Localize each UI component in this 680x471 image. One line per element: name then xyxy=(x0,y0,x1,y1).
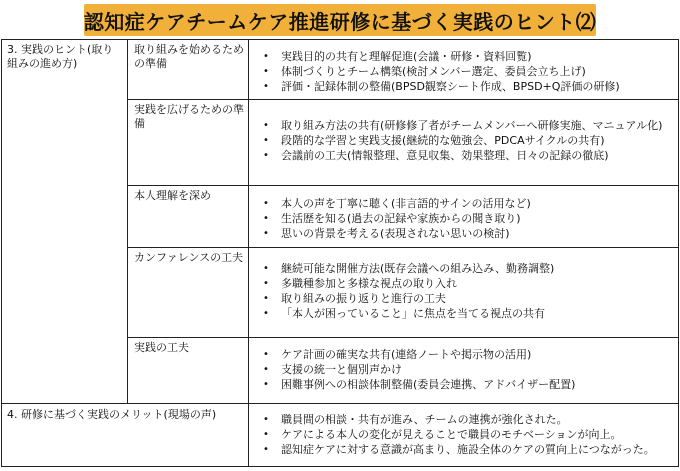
row-label: 本人理解を深め xyxy=(128,186,249,248)
row-label: 取り組みを始めるための準備 xyxy=(128,40,249,100)
row-content xyxy=(249,186,679,248)
page-title: 認知症ケアチームケア推進研修に基づく実践のヒント⑵ xyxy=(83,9,597,34)
row-content xyxy=(249,100,679,186)
list-item: • 思いの背景を考える(表現されない思いの検討) xyxy=(263,226,674,241)
table-row xyxy=(2,404,679,467)
list-item: • 「本人が困っていること」に焦点を当てる視点の共有 xyxy=(263,306,674,321)
row-content xyxy=(249,404,679,467)
list-item: • 継続可能な開催方法(既存会議への組み込み、勤務調整) xyxy=(263,261,674,276)
bullet-list xyxy=(263,404,674,457)
list-item: • 職員間の相談・共有が進み、チームの連携が強化された。 xyxy=(263,412,674,427)
table-row xyxy=(2,40,679,100)
list-item: • 生活歴を知る(過去の記録や家族からの聞き取り) xyxy=(263,211,674,226)
section4-heading: 4. 研修に基づく実践のメリット(現場の声) xyxy=(2,404,249,467)
section3-heading: 3. 実践のヒント(取り組みの進め方) xyxy=(2,40,128,404)
list-item: • ケアによる本人の変化が見えることで職員のモチベーションが向上。 xyxy=(263,427,674,442)
title-banner xyxy=(0,0,680,40)
row-label: 実践の工夫 xyxy=(128,338,249,404)
list-item: • 支援の統一と個別声かけ xyxy=(263,362,674,377)
bullet-list xyxy=(263,186,674,241)
row-content xyxy=(249,248,679,338)
row-content xyxy=(249,338,679,404)
bullet-list xyxy=(263,100,674,163)
list-item: • 段階的な学習と実践支援(継続的な勉強会、PDCAサイクルの共有) xyxy=(263,133,674,148)
list-item: • 認知症ケアに対する意識が高まり、施設全体のケアの質向上につながった。 xyxy=(263,442,674,457)
row-label: カンファレンスの工夫 xyxy=(128,248,249,338)
bullet-list xyxy=(263,248,674,321)
row-label: 実践を広げるための準備 xyxy=(128,100,249,186)
title-box xyxy=(84,4,596,36)
list-item: • 実践目的の共有と理解促進(会議・研修・資料回覧) xyxy=(263,49,674,64)
row-content xyxy=(249,40,679,100)
bullet-list xyxy=(263,40,674,94)
list-item: • 取り組みの振り返りと進行の工夫 xyxy=(263,291,674,306)
list-item: • 本人の声を丁寧に聴く(非言語的サインの活用など) xyxy=(263,196,674,211)
bullet-list xyxy=(263,338,674,392)
list-item: • 取り組み方法の共有(研修修了者がチームメンバーへ研修実施、マニュアル化) xyxy=(263,118,674,133)
hints-table xyxy=(1,39,679,467)
list-item: • 困難事例への相談体制整備(委員会連携、アドバイザー配置) xyxy=(263,377,674,392)
list-item: • 多職種参加と多様な視点の取り入れ xyxy=(263,276,674,291)
list-item: • 会議前の工夫(情報整理、意見収集、効果整理、日々の記録の徹底) xyxy=(263,148,674,163)
list-item: • ケア計画の確実な共有(連絡ノートや掲示物の活用) xyxy=(263,347,674,362)
list-item: • 評価・記録体制の整備(BPSD観察シート作成、BPSD+Q評価の研修) xyxy=(263,79,674,94)
list-item: • 体制づくりとチーム構築(検討メンバー選定、委員会立ち上げ) xyxy=(263,64,674,79)
